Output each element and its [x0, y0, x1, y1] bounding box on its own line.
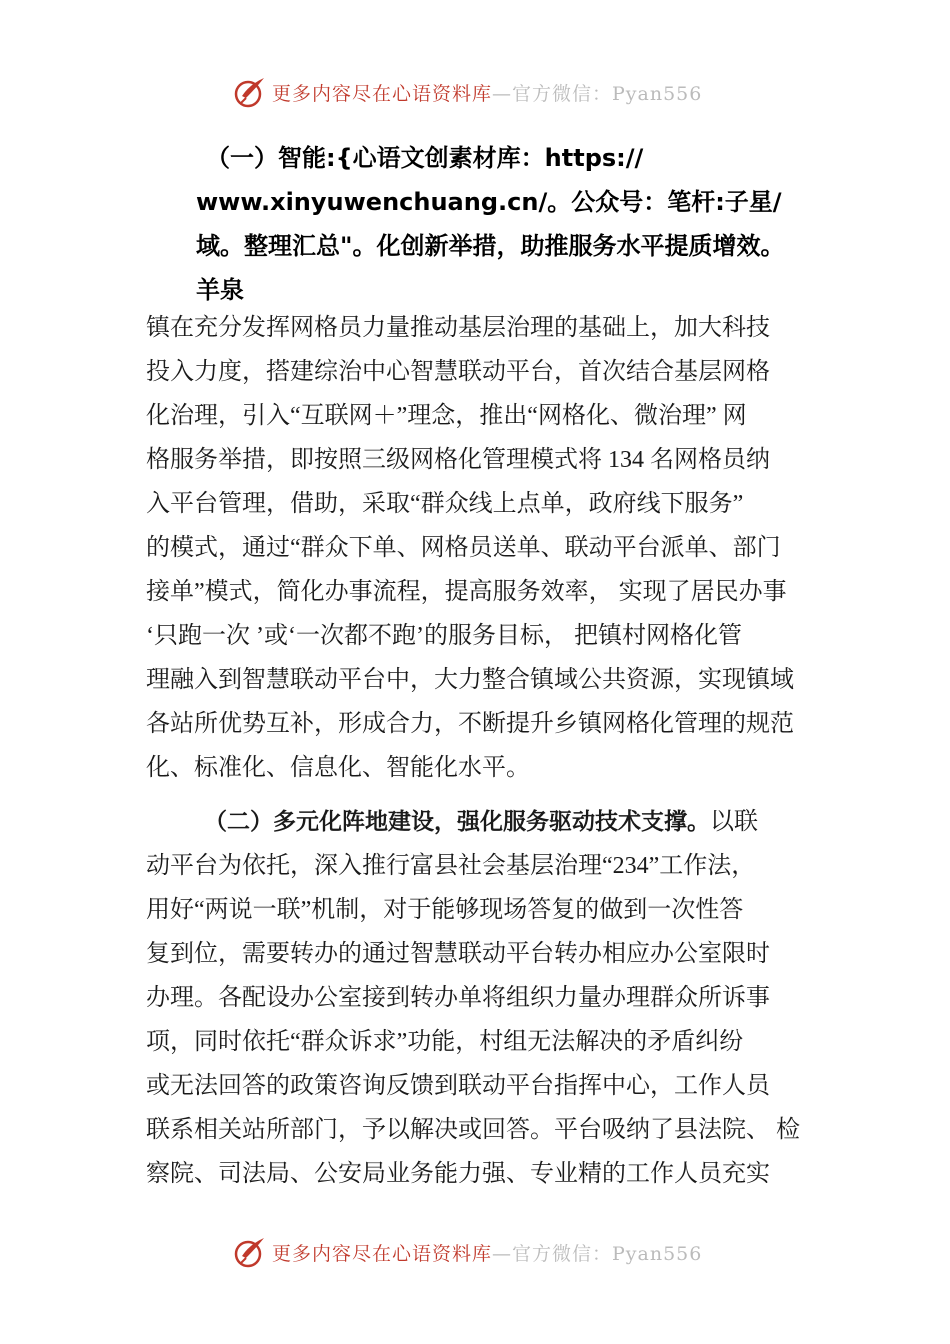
text-line: 化治理，引入“互联网＋”理念，推出“网格化、微治理” 网 — [146, 403, 747, 429]
text-line: 联系相关站所部门，予以解决或回答。平台吸纳了县法院、 检 — [146, 1117, 800, 1143]
text-line: 或无法回答的政策咨询反馈到联动平台指挥中心，工作人员 — [146, 1073, 770, 1099]
text-line: 用好“两说一联”机制，对于能够现场答复的做到一次性答 — [146, 897, 744, 923]
heading-line: www.xinyuwenchuang.cn/。公众号：笔杆:子星/ — [196, 188, 782, 216]
text-run: 以联 — [710, 809, 758, 835]
text-line: 镇在充分发挥网格员力量推动基层治理的基础上，加大科技 — [146, 315, 770, 341]
text-line: 格服务举措，即按照三级网格化管理模式将 134 名网格员纳 — [146, 447, 770, 473]
text-line: 项，同时依托“群众诉求”功能，村组无法解决的矛盾纠纷 — [146, 1029, 744, 1055]
text-line: 接单”模式，简化办事流程，提高服务效率， 实现了居民办事 — [146, 579, 787, 605]
text-line: 入平台管理，借助，采取“群众线上点单，政府线下服务” — [146, 491, 744, 517]
text-line: 理融入到智慧联动平台中，大力整合镇域公共资源，实现镇域 — [146, 667, 794, 693]
watermark-text: 更多内容尽在心语资料库—官方微信：Pyan556 — [272, 82, 703, 105]
text-line — [146, 800, 826, 844]
heading-line: （一）智能:{心语文创素材库：https:// — [206, 144, 644, 172]
heading-line: 域。整理汇总"。化创新举措，助推服务水平提质增效。 — [196, 232, 785, 260]
text-line: 察院、司法局、公安局业务能力强、专业精的工作人员充实 — [146, 1161, 770, 1187]
paragraph-1 — [146, 306, 826, 790]
text-line: 复到位，需要转办的通过智慧联动平台转办相应办公室限时 — [146, 941, 770, 967]
paragraph-2 — [146, 800, 826, 1196]
text-line: 的模式，通过“群众下单、网格员送单、联动平台派单、部门 — [146, 535, 781, 561]
quill-circle-icon — [232, 74, 268, 110]
section-heading — [196, 136, 836, 312]
text-line: 各站所优势互补，形成合力，不断提升乡镇网格化管理的规范 — [146, 711, 794, 737]
heading-line: 羊泉 — [196, 276, 244, 304]
text-line: 化、标准化、信息化、智能化水平。 — [146, 755, 530, 781]
text-line: ‘只跑一次 ’或‘一次都不跑’的服务目标， 把镇村网格化管 — [146, 623, 742, 649]
watermark-header — [232, 72, 702, 112]
watermark-text: 更多内容尽在心语资料库—官方微信：Pyan556 — [272, 1242, 703, 1265]
text-line: 办理。各配设办公室接到转办单将组织力量办理群众所诉事 — [146, 985, 770, 1011]
text-line: 动平台为依托，深入推行富县社会基层治理“234”工作法， — [146, 853, 756, 879]
watermark-footer — [232, 1232, 702, 1272]
quill-circle-icon — [232, 1234, 268, 1270]
text-line: 投入力度，搭建综治中心智慧联动平台，首次结合基层网格 — [146, 359, 770, 385]
paragraph-lead: （二）多元化阵地建设，强化服务驱动技术支撑。 — [204, 809, 710, 835]
